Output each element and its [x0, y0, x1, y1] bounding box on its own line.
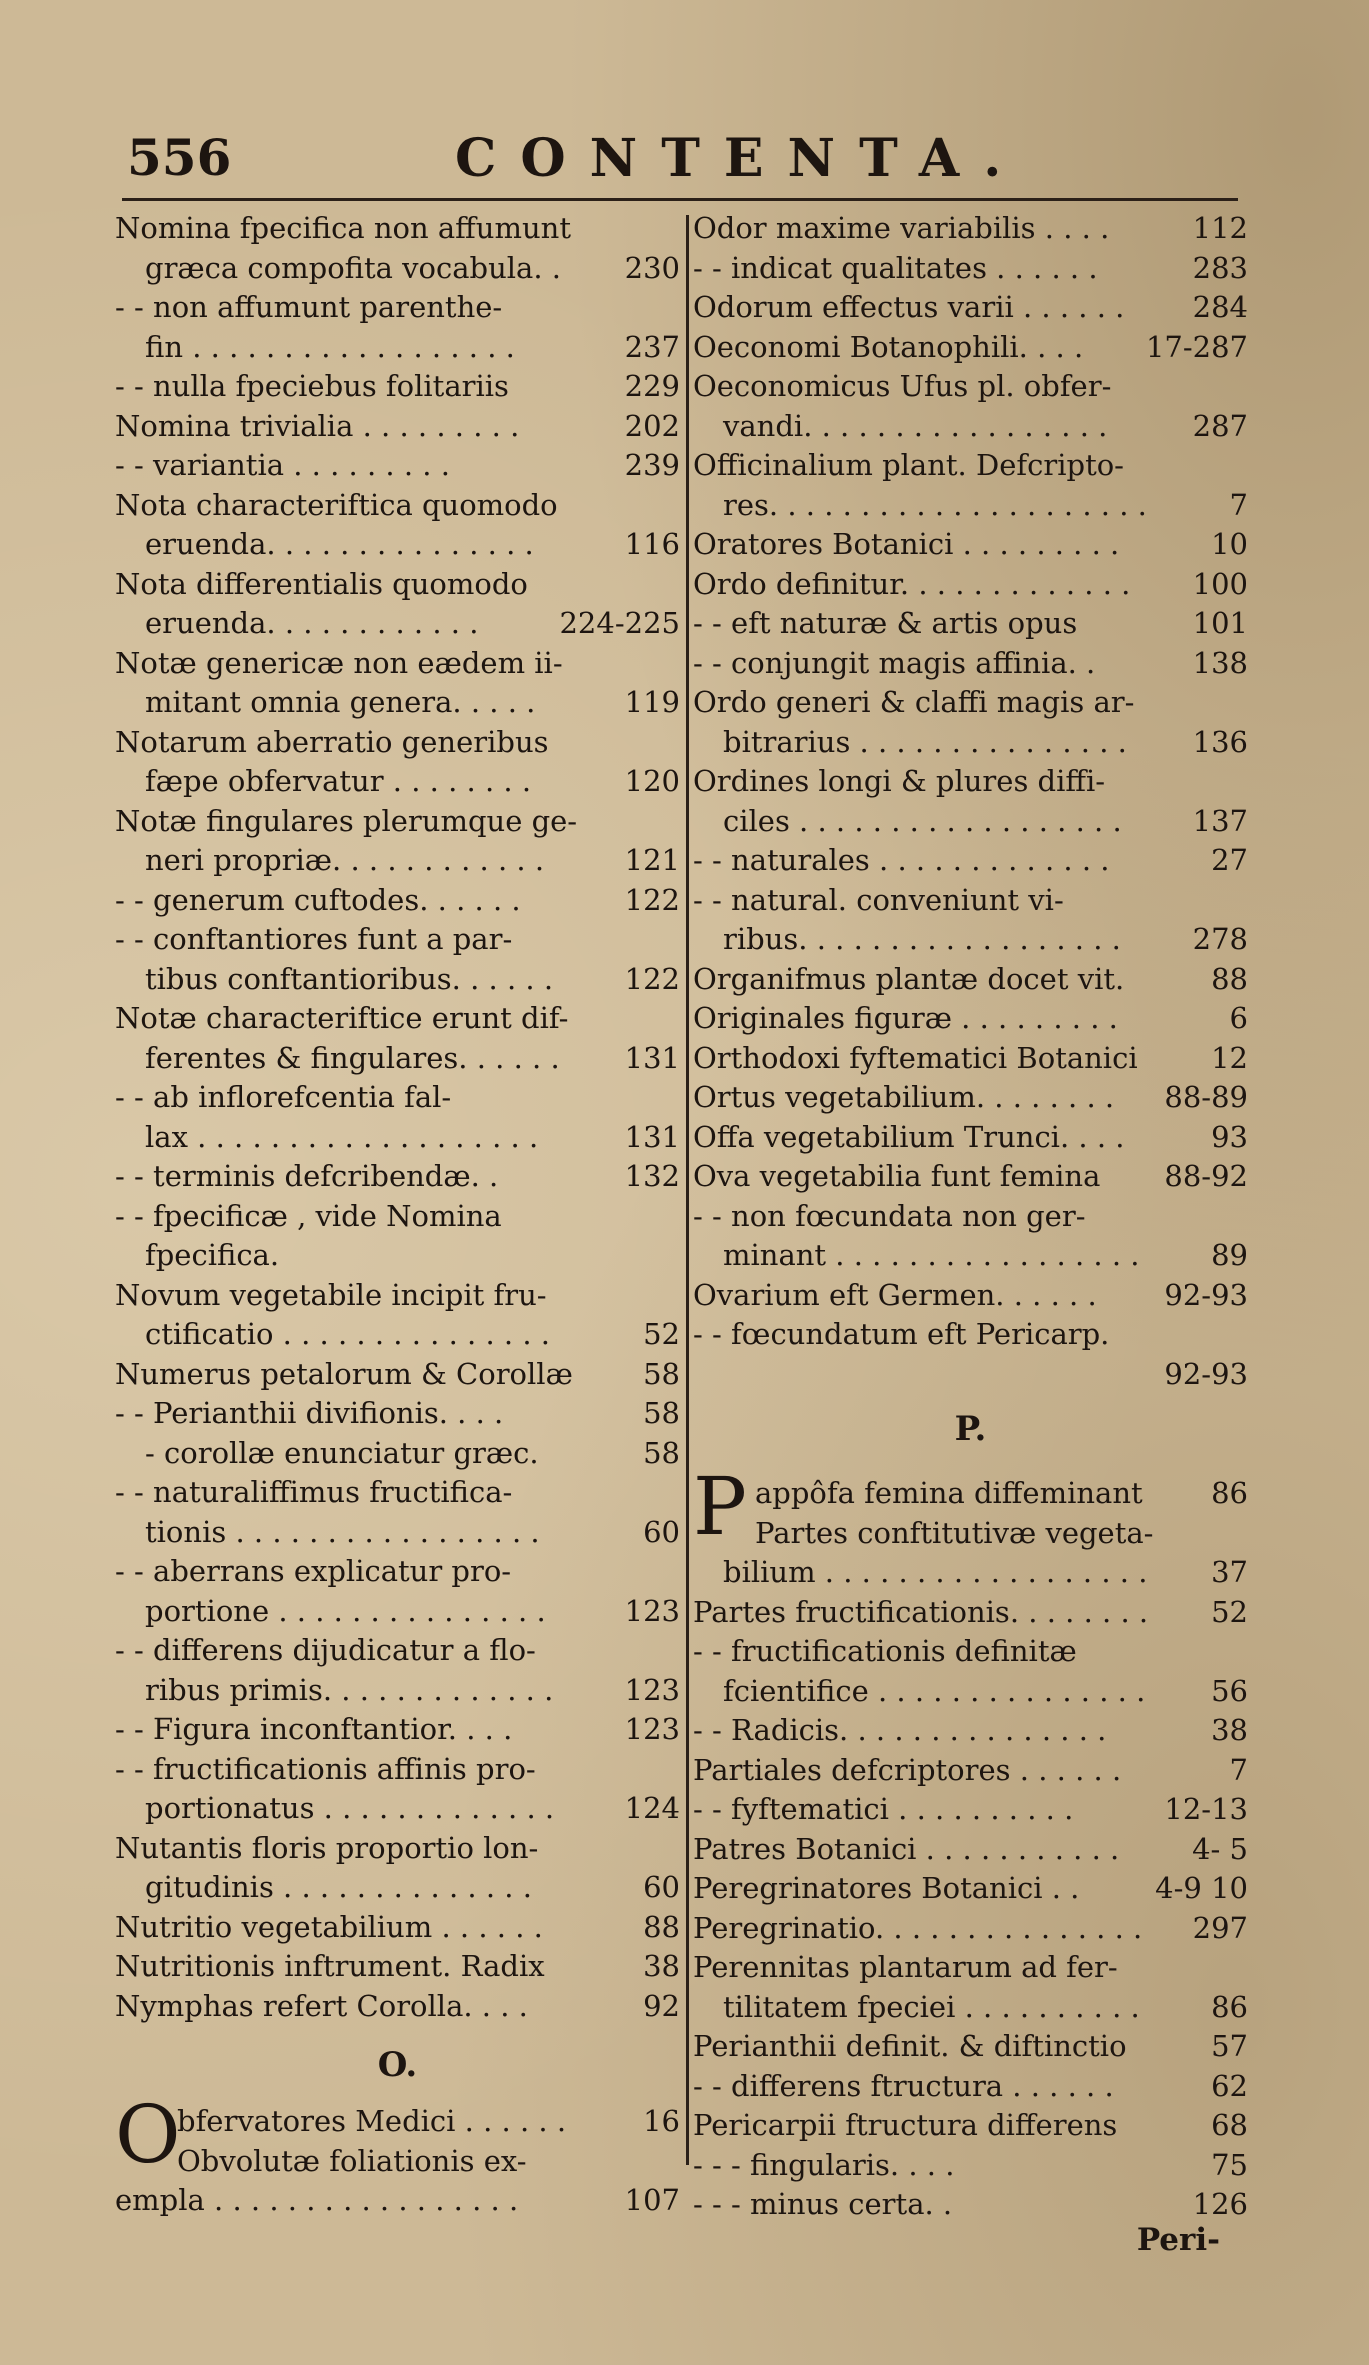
entry-text: fin . . . . . . . . . . . . . . . . . . — [145, 329, 515, 364]
entry-text: Nutritio vegetabilium . . . . . . — [115, 1909, 543, 1944]
index-entry — [115, 1830, 680, 1866]
entry-text: Perennitas plantarum ad fer- — [693, 1950, 1118, 1984]
entry-text: Notarum aberratio generibus — [115, 724, 549, 759]
entry-text: Nutantis floris proportio lon- — [115, 1830, 539, 1865]
entry-text: - - non fœcundata non ger- — [693, 1198, 1086, 1233]
index-entry — [115, 2143, 680, 2179]
index-entry — [115, 1277, 680, 1313]
section-letter-p: P. — [954, 1409, 987, 1449]
index-entry — [693, 1554, 1248, 1590]
index-entry — [693, 368, 1248, 404]
index-entry — [693, 447, 1248, 483]
entry-page: 56 — [1211, 1673, 1248, 1708]
entry-text: eruenda. . . . . . . . . . . . . . . — [145, 527, 534, 561]
entry-page: 138 — [1192, 645, 1248, 680]
index-entry — [693, 1791, 1248, 1827]
entry-page: 92-93 — [1164, 1356, 1248, 1391]
index-entry — [693, 1870, 1248, 1906]
entry-page: 37 — [1211, 1555, 1248, 1589]
index-entry — [115, 1356, 680, 1392]
index-entry — [115, 487, 680, 523]
index-entry — [115, 1000, 680, 1036]
index-entry — [693, 2068, 1248, 2104]
index-entry — [693, 408, 1248, 444]
index-entry — [115, 526, 680, 562]
entry-page: 16 — [643, 2104, 680, 2138]
entry-text: - - fructificationis affinis pro- — [115, 1751, 536, 1786]
entry-page: 202 — [624, 408, 680, 443]
entry-text: Notæ fingulares plerumque ge- — [115, 803, 578, 838]
index-entry — [693, 1079, 1248, 1115]
index-entry — [115, 605, 680, 641]
entry-text: - - naturaliffimus fructifica- — [115, 1475, 513, 1509]
index-entry — [115, 763, 680, 799]
entry-text: Nomina trivialia . . . . . . . . . — [115, 408, 520, 443]
entry-page: 12 — [1211, 1040, 1248, 1075]
entry-page: 38 — [643, 1949, 680, 1983]
index-entry — [693, 684, 1248, 720]
entry-text: fæpe obfervatur . . . . . . . . — [145, 764, 532, 798]
index-entry — [115, 1474, 680, 1510]
index-entry — [693, 803, 1248, 839]
index-entry — [693, 1198, 1248, 1234]
index-entry — [115, 1119, 680, 1155]
index-entry — [693, 1158, 1248, 1194]
entry-page: 58 — [643, 1356, 680, 1391]
entry-text: - - eft naturæ & artis opus — [693, 606, 1078, 640]
entry-page: 120 — [624, 764, 680, 798]
entry-page: 123 — [624, 1672, 680, 1707]
entry-page: 10 — [1211, 527, 1248, 561]
entry-page: 68 — [1211, 2108, 1248, 2142]
entry-page: 52 — [643, 1317, 680, 1351]
index-entry — [115, 1316, 680, 1352]
entry-text: - - Radicis. . . . . . . . . . . . . . . — [693, 1713, 1107, 1747]
entry-text: Originales figuræ . . . . . . . . . — [693, 1001, 1118, 1035]
index-entry — [115, 921, 680, 957]
dropcap-p: P — [693, 1460, 747, 1553]
entry-page: 123 — [624, 1593, 680, 1628]
entry-page: 278 — [1192, 922, 1248, 956]
index-entry — [115, 289, 680, 325]
entry-page: 58 — [643, 1396, 680, 1430]
index-entry — [115, 447, 680, 483]
index-entry — [693, 1316, 1248, 1352]
entry-page: 124 — [624, 1791, 680, 1825]
entry-page: 92-93 — [1164, 1277, 1248, 1312]
index-entry — [693, 1831, 1248, 1867]
entry-page: 86 — [1211, 1989, 1248, 2024]
entry-text: empla . . . . . . . . . . . . . . . . . — [115, 2183, 519, 2217]
index-entry — [115, 684, 680, 720]
entry-page: 132 — [624, 1159, 680, 1193]
entry-page: 284 — [1192, 290, 1248, 324]
entry-text: minant . . . . . . . . . . . . . . . . . — [723, 1238, 1140, 1272]
entry-page: 230 — [624, 250, 680, 285]
index-entry — [693, 1356, 1248, 1392]
entry-text: gitudinis . . . . . . . . . . . . . . — [145, 1870, 532, 1904]
entry-text: Ova vegetabilia funt femina — [693, 1159, 1101, 1193]
entry-text: Novum vegetabile incipit fru- — [115, 1277, 547, 1312]
entry-text: ribus primis. . . . . . . . . . . . . — [145, 1672, 554, 1707]
entry-text: Officinalium plant. Defcripto- — [693, 448, 1124, 482]
entry-page: 27 — [1211, 843, 1248, 877]
index-entry — [693, 1237, 1248, 1273]
index-entry — [115, 1158, 680, 1194]
entry-page: 229 — [624, 369, 680, 403]
index-entry — [115, 1435, 680, 1471]
entry-text: Odorum effectus varii . . . . . . — [693, 290, 1125, 324]
index-entry — [693, 2186, 1248, 2222]
entry-text: Obvolutæ foliationis ex- — [177, 2143, 527, 2178]
entry-text: Oeconomicus Ufus pl. obfer- — [693, 369, 1112, 403]
entry-page: 4-9 10 — [1155, 1871, 1248, 1905]
index-entry — [115, 961, 680, 997]
entry-text: fpecifica. — [145, 1238, 280, 1272]
index-entry — [115, 1040, 680, 1076]
entry-text: ribus. . . . . . . . . . . . . . . . . . — [723, 922, 1121, 956]
index-entry — [693, 526, 1248, 562]
index-entry — [693, 1673, 1248, 1709]
entry-text: Nomina fpecifica non affumunt — [115, 211, 571, 245]
entry-text: tibus conftantioribus. . . . . . — [145, 961, 554, 996]
entry-text: - - terminis defcribendæ. . — [115, 1159, 499, 1193]
entry-text: appôfa femina diffeminant — [755, 1476, 1143, 1510]
entry-text: Oeconomi Botanophili. . . . — [693, 329, 1084, 364]
entry-page: 57 — [1211, 2029, 1248, 2063]
index-entry — [115, 1909, 680, 1945]
index-entry — [693, 921, 1248, 957]
entry-text: - - - fingularis. . . . — [693, 2147, 955, 2182]
entry-page: 6 — [1229, 1001, 1248, 1035]
entry-page: 100 — [1192, 566, 1248, 601]
entry-text: - - non affumunt parenthe- — [115, 290, 503, 324]
entry-text: - - fructificationis definitæ — [693, 1634, 1077, 1668]
entry-text: Nutritionis inftrument. Radix — [115, 1949, 545, 1983]
index-entry — [115, 250, 680, 286]
entry-text: - - Perianthii divifionis. . . . — [115, 1396, 504, 1430]
entry-page: 131 — [624, 1040, 680, 1075]
index-entry — [693, 329, 1248, 365]
index-entry — [115, 1869, 680, 1905]
entry-text: Peregrinatio. . . . . . . . . . . . . . . — [693, 1910, 1143, 1945]
entry-page: 58 — [643, 1435, 680, 1470]
section-letter-o: O. — [377, 2045, 418, 2085]
index-entry — [115, 1553, 680, 1589]
entry-page: 119 — [624, 685, 680, 719]
index-entry — [693, 1910, 1248, 1946]
entry-text: Nota differentialis quomodo — [115, 566, 528, 601]
entry-text: - corollæ enunciatur græc. — [145, 1435, 539, 1470]
entry-page: 224-225 — [559, 606, 680, 640]
entry-text: - - - minus certa. . — [693, 2187, 953, 2221]
entry-page: 101 — [1192, 606, 1248, 640]
entry-text: - - fyftematici . . . . . . . . . . — [693, 1792, 1074, 1826]
entry-text: - - indicat qualitates . . . . . . — [693, 250, 1098, 285]
entry-text: græca compofita vocabula. . — [145, 250, 561, 285]
entry-text: Ordo generi & claffi magis ar- — [693, 685, 1135, 719]
entry-text: - - aberrans explicatur pro- — [115, 1554, 512, 1588]
entry-text: Notæ characteriftice erunt dif- — [115, 1001, 569, 1035]
entry-page: 62 — [1211, 2068, 1248, 2103]
entry-page: 136 — [1192, 724, 1248, 759]
index-entry — [115, 1237, 680, 1273]
entry-text: Odor maxime variabilis . . . . — [693, 211, 1110, 245]
index-entry — [693, 1515, 1248, 1551]
index-entry — [693, 1475, 1248, 1511]
entry-text: mitant omnia genera. . . . . — [145, 685, 536, 719]
entry-text: - - differens dijudicatur a flo- — [115, 1633, 536, 1667]
index-entry — [693, 2147, 1248, 2183]
index-entry — [115, 1514, 680, 1550]
index-entry — [693, 724, 1248, 760]
index-entry — [693, 1119, 1248, 1155]
index-entry — [693, 2107, 1248, 2143]
index-entry — [693, 842, 1248, 878]
index-entry — [115, 1672, 680, 1708]
index-entry — [693, 961, 1248, 997]
index-entry — [693, 210, 1248, 246]
entry-text: ferentes & fingulares. . . . . . — [145, 1040, 560, 1075]
entry-text: Organifmus plantæ docet vit. — [693, 961, 1125, 996]
entry-text: Nymphas refert Corolla. . . . — [115, 1988, 528, 2023]
index-entry — [693, 2028, 1248, 2064]
index-entry — [115, 842, 680, 878]
entry-text: res. . . . . . . . . . . . . . . . . . . . . — [723, 487, 1147, 522]
index-entry — [693, 882, 1248, 918]
index-entry — [115, 408, 680, 444]
running-title: CONTENTA. — [455, 128, 1026, 189]
column-divider — [686, 215, 689, 2165]
index-entry — [115, 1948, 680, 1984]
entry-page: 122 — [624, 961, 680, 996]
entry-page: 88-92 — [1164, 1159, 1248, 1193]
index-entry — [115, 368, 680, 404]
entry-text: Notæ genericæ non eædem ii- — [115, 645, 563, 680]
entry-page: 17-287 — [1145, 329, 1248, 364]
entry-text: Partes fructificationis. . . . . . . . — [693, 1594, 1149, 1629]
entry-text: - - variantia . . . . . . . . . — [115, 448, 450, 482]
index-entry — [115, 645, 680, 681]
entry-text: Partiales defcriptores . . . . . . — [693, 1752, 1122, 1787]
index-entry — [693, 1989, 1248, 2025]
entry-text: Orthodoxi fyftematici Botanici — [693, 1040, 1138, 1075]
entry-text: tionis . . . . . . . . . . . . . . . . . — [145, 1514, 540, 1549]
index-entry — [115, 1711, 680, 1747]
index-entry — [115, 1079, 680, 1115]
index-entry — [693, 250, 1248, 286]
header-rule — [122, 198, 1238, 201]
entry-text: eruenda. . . . . . . . . . . . — [145, 606, 479, 640]
entry-text: vandi. . . . . . . . . . . . . . . . . — [723, 408, 1108, 443]
entry-text: tilitatem fpeciei . . . . . . . . . . — [723, 1989, 1140, 2024]
entry-text: portionatus . . . . . . . . . . . . . — [145, 1791, 555, 1825]
entry-text: - - natural. conveniunt vi- — [693, 882, 1064, 917]
entry-page: 88-89 — [1164, 1080, 1248, 1114]
entry-page: 7 — [1229, 487, 1248, 522]
entry-text: - - ab inflorefcentia fal- — [115, 1080, 452, 1114]
entry-text: - - generum cuftodes. . . . . . — [115, 882, 521, 917]
index-entry — [693, 487, 1248, 523]
catchword: Peri- — [1136, 2221, 1220, 2258]
index-entry — [115, 803, 680, 839]
entry-page: 93 — [1211, 1119, 1248, 1154]
entry-text: ctificatio . . . . . . . . . . . . . . . — [145, 1317, 550, 1351]
entry-page: 112 — [1192, 211, 1248, 245]
entry-text: Patres Botanici . . . . . . . . . . . — [693, 1831, 1120, 1866]
entry-text: - - differens ftructura . . . . . . — [693, 2068, 1114, 2103]
entry-text: fcientifice . . . . . . . . . . . . . . . — [723, 1673, 1146, 1708]
index-entry — [693, 1752, 1248, 1788]
entry-text: - - naturales . . . . . . . . . . . . . — [693, 843, 1110, 877]
entry-text: Numerus petalorum & Corollæ — [115, 1356, 573, 1391]
entry-text: ciles . . . . . . . . . . . . . . . . . . — [723, 803, 1122, 838]
index-entry — [115, 2182, 680, 2218]
index-entry — [115, 724, 680, 760]
index-entry — [693, 1000, 1248, 1036]
index-entry — [115, 1632, 680, 1668]
index-entry — [693, 1633, 1248, 1669]
entry-page: 7 — [1229, 1752, 1248, 1787]
index-entry — [115, 1790, 680, 1826]
entry-page: 4- 5 — [1192, 1831, 1248, 1866]
entry-page: 60 — [643, 1870, 680, 1904]
entry-page: 237 — [624, 329, 680, 364]
index-entry — [693, 1949, 1248, 1985]
index-entry — [115, 566, 680, 602]
entry-text: Ordines longi & plures diffi- — [693, 764, 1106, 798]
entry-page: 131 — [624, 1119, 680, 1154]
entry-text: Ortus vegetabilium. . . . . . . . — [693, 1080, 1115, 1114]
entry-page: 107 — [624, 2183, 680, 2217]
index-entry — [693, 1712, 1248, 1748]
entry-text: Nota characteriftica quomodo — [115, 487, 558, 522]
index-entry — [693, 645, 1248, 681]
entry-page: 283 — [1192, 250, 1248, 285]
entry-page: 88 — [1211, 961, 1248, 996]
page-number: 556 — [127, 128, 232, 187]
entry-page: 38 — [1211, 1713, 1248, 1747]
entry-text: Oratores Botanici . . . . . . . . . — [693, 527, 1120, 561]
index-entry — [693, 566, 1248, 602]
entry-page: 75 — [1211, 2147, 1248, 2182]
index-entry — [115, 329, 680, 365]
index-entry — [115, 210, 680, 246]
entry-page: 123 — [624, 1712, 680, 1746]
index-entry — [115, 1593, 680, 1629]
entry-text: - - nulla fpeciebus folitariis — [115, 369, 509, 403]
entry-text: - - fœcundatum eft Pericarp. — [693, 1317, 1110, 1351]
entry-page: 239 — [624, 448, 680, 482]
entry-page: 297 — [1192, 1910, 1248, 1945]
entry-text: lax . . . . . . . . . . . . . . . . . . . — [145, 1119, 539, 1154]
entry-text: - - fpecificæ , vide Nomina — [115, 1198, 502, 1233]
entry-text: Perianthii definit. & diftinctio — [693, 2029, 1127, 2063]
entry-page: 92 — [643, 1988, 680, 2023]
entry-page: 88 — [643, 1909, 680, 1944]
index-entry — [693, 1277, 1248, 1313]
index-entry — [115, 2103, 680, 2139]
entry-page: 89 — [1211, 1238, 1248, 1272]
entry-page: 122 — [624, 882, 680, 917]
entry-text: - - conftantiores funt a par- — [115, 922, 513, 956]
index-entry — [115, 1395, 680, 1431]
entry-page: 116 — [624, 527, 680, 561]
entry-text: Ovarium eft Germen. . . . . . — [693, 1277, 1097, 1312]
index-entry — [115, 882, 680, 918]
index-entry — [115, 1198, 680, 1234]
index-entry — [693, 605, 1248, 641]
entry-page: 137 — [1192, 803, 1248, 838]
entry-page: 60 — [643, 1514, 680, 1549]
entry-text: Ordo definitur. . . . . . . . . . . . . — [693, 566, 1131, 601]
entry-page: 121 — [624, 843, 680, 877]
index-entry — [693, 289, 1248, 325]
entry-text: neri propriæ. . . . . . . . . . . . — [145, 843, 545, 877]
entry-text: Pericarpii ftructura differens — [693, 2108, 1118, 2142]
entry-text: - - conjungit magis affinia. . — [693, 645, 1096, 680]
entry-text: Peregrinatores Botanici . . — [693, 1871, 1080, 1905]
entry-text: Offa vegetabilium Trunci. . . . — [693, 1119, 1125, 1154]
entry-text: Partes conftitutivæ vegeta- — [755, 1515, 1154, 1550]
index-entry — [115, 1988, 680, 2024]
entry-text: bitrarius . . . . . . . . . . . . . . . — [723, 724, 1127, 759]
index-entry — [115, 1751, 680, 1787]
entry-page: 287 — [1192, 408, 1248, 443]
entry-page: 86 — [1211, 1476, 1248, 1510]
entry-page: 52 — [1211, 1594, 1248, 1629]
entry-text: bfervatores Medici . . . . . . — [177, 2104, 567, 2138]
entry-text: bilium . . . . . . . . . . . . . . . . . . — [723, 1555, 1148, 1589]
entry-page: 126 — [1192, 2187, 1248, 2221]
index-entry — [693, 763, 1248, 799]
entry-text: portione . . . . . . . . . . . . . . . — [145, 1593, 546, 1628]
index-entry — [693, 1040, 1248, 1076]
index-entry — [693, 1594, 1248, 1630]
entry-page: 12-13 — [1164, 1792, 1248, 1826]
entry-text: - - Figura inconftantior. . . . — [115, 1712, 513, 1746]
dropcap-o: O — [115, 2088, 181, 2181]
